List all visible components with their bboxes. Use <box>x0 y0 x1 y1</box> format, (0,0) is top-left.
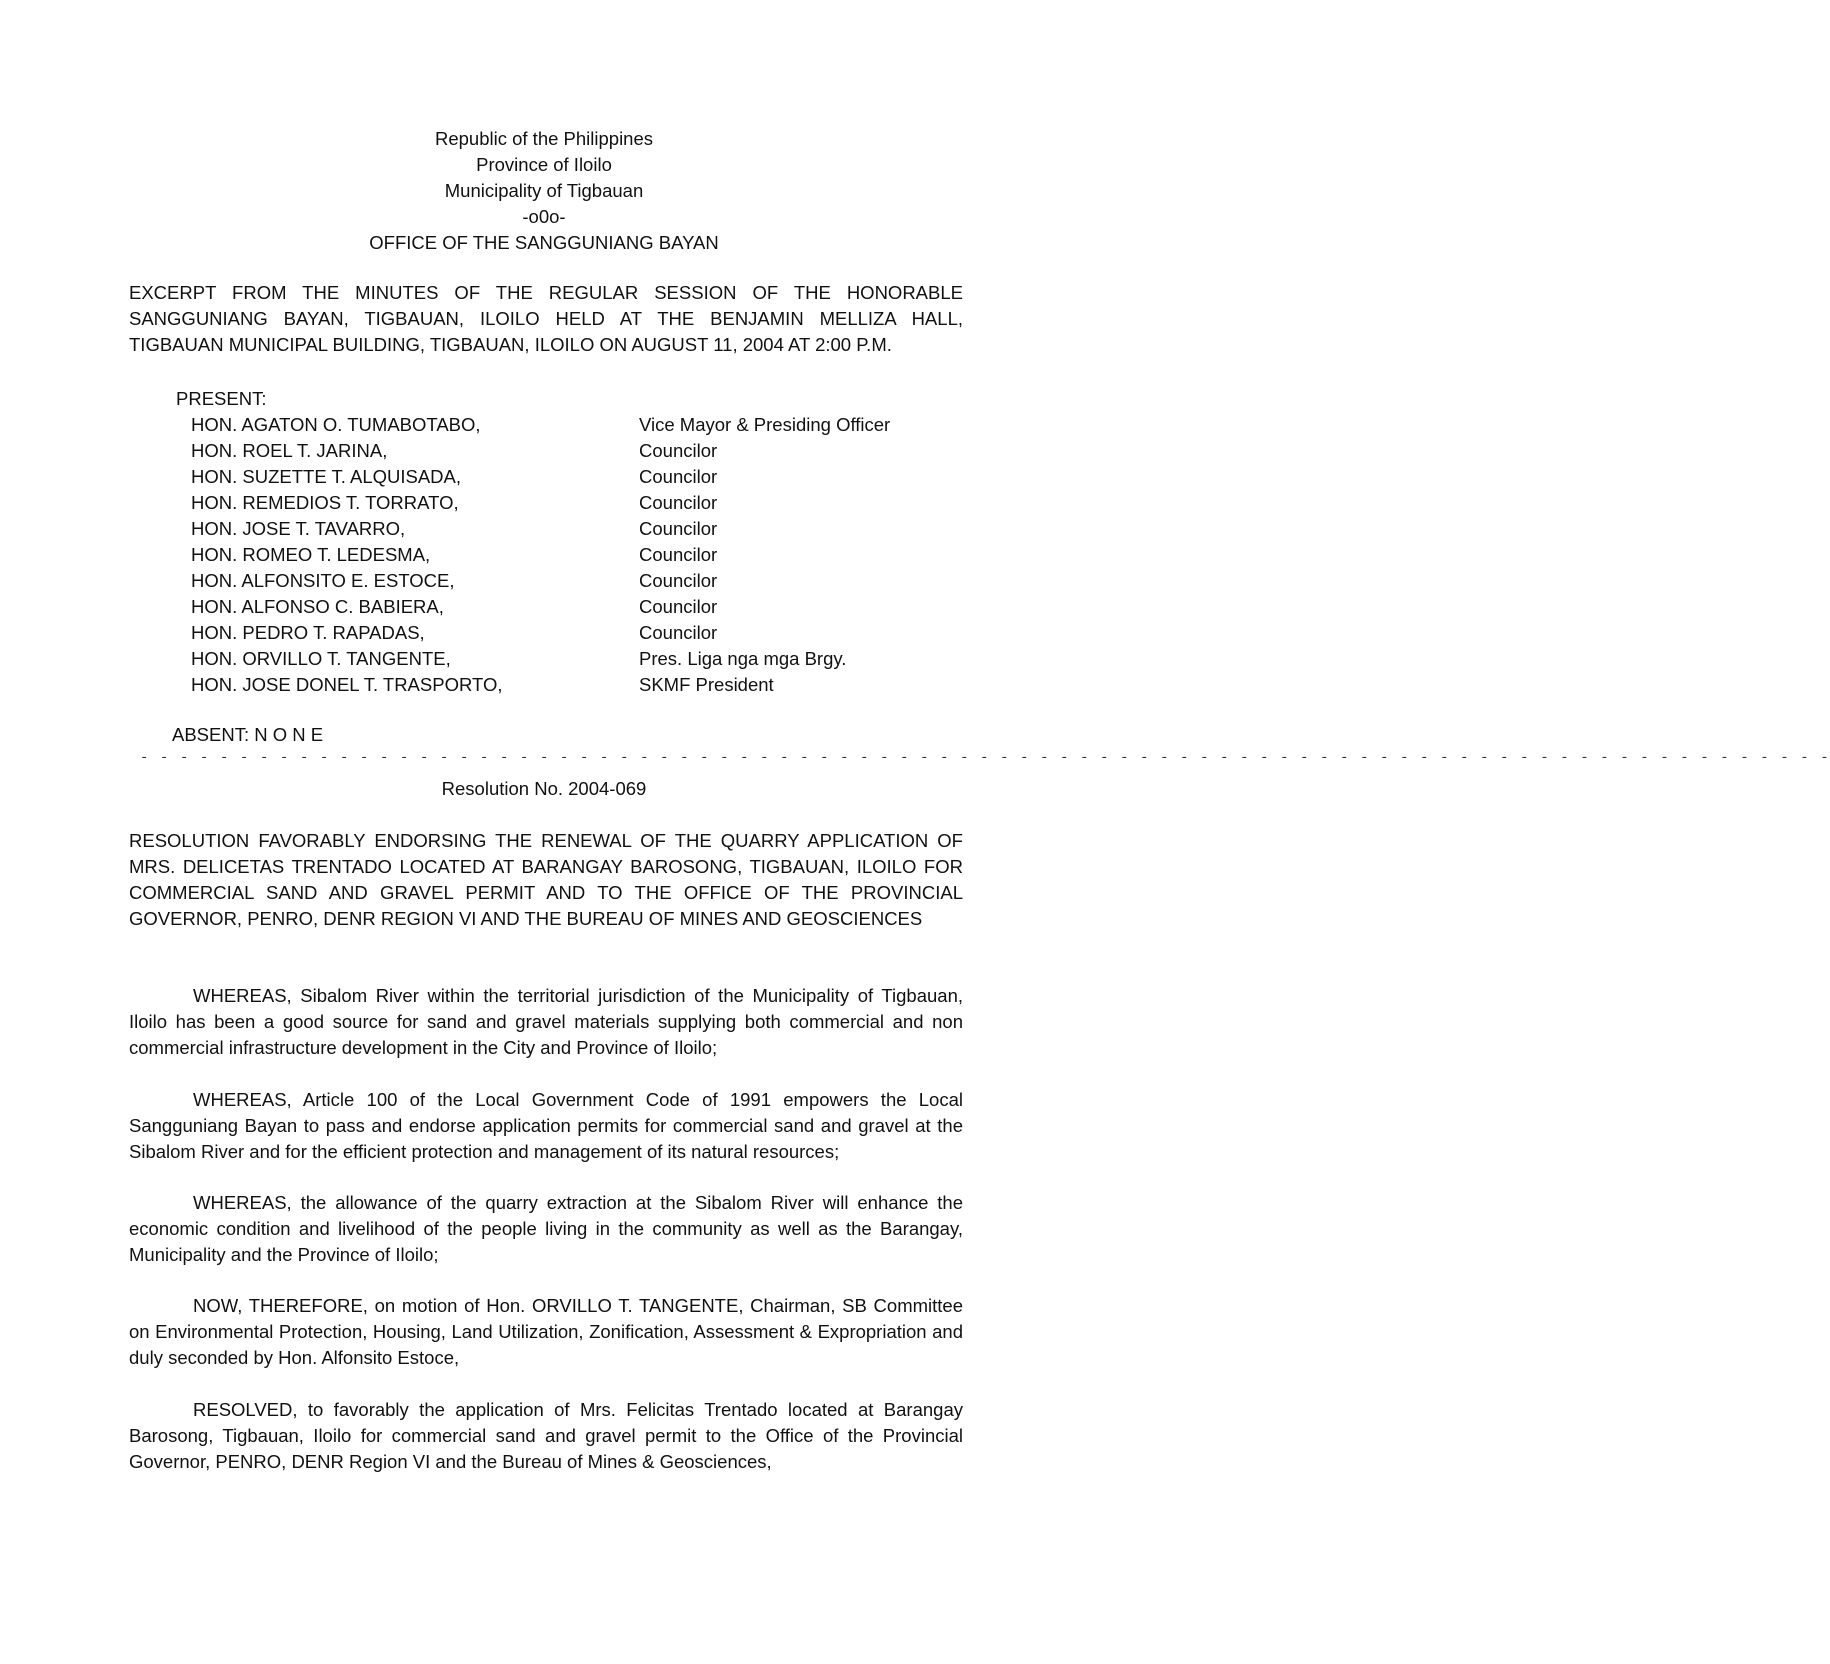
attendee-row <box>191 620 951 646</box>
attendee-name: HON. ORVILLO T. TANGENTE, <box>191 648 451 669</box>
header-office: OFFICE OF THE SANGGUNIANG BAYAN <box>369 232 719 253</box>
attendee-row <box>191 412 951 438</box>
attendee-name: HON. ALFONSO C. BABIERA, <box>191 596 444 617</box>
header-municipality: Municipality of Tigbauan <box>444 180 644 201</box>
whereas-paragraph <box>129 1190 963 1268</box>
attendee-name: HON. ROEL T. JARINA, <box>191 440 388 461</box>
attendee-role: Councilor <box>639 570 718 591</box>
attendee-role: Vice Mayor & Presiding Officer <box>639 414 891 435</box>
attendee-list <box>191 412 951 698</box>
attendee-name: HON. PEDRO T. RAPADAS, <box>191 622 425 643</box>
resolved-paragraph <box>129 1397 963 1475</box>
attendee-row <box>191 672 951 698</box>
attendee-role: SKMF President <box>639 674 774 695</box>
attendee-row <box>191 516 951 542</box>
header-republic: Republic of the Philippines <box>434 128 654 149</box>
now-therefore-paragraph <box>129 1293 963 1371</box>
letterhead <box>0 126 1088 256</box>
attendee-name: HON. AGATON O. TUMABOTABO, <box>191 414 481 435</box>
attendee-row <box>191 464 951 490</box>
attendee-name: HON. ROMEO T. LEDESMA, <box>191 544 431 565</box>
excerpt-paragraph <box>129 280 963 358</box>
attendee-role: Councilor <box>639 518 718 539</box>
resolution-number: Resolution No. 2004-069 <box>441 778 647 799</box>
whereas-text: WHEREAS, Article 100 of the Local Government Code of 1991 empowers the Local Sangguniang Bayan to pass and endorse application permits for commercial sand and gravel at the Sibalom River and for the efficient protection and management of its natural resources; <box>129 1089 963 1162</box>
resolved-text: RESOLVED, to favorably the application of Mrs. Felicitas Trentado located at Barangay Barosong, Tigbauan, Iloilo for commercial sand and gravel permit to the Office of the Provincial Governor, PENRO, DENR Region VI and the Bureau of Mines & Geosciences, <box>129 1399 963 1472</box>
attendee-name: HON. REMEDIOS T. TORRATO, <box>191 492 459 513</box>
attendee-role: Councilor <box>639 466 718 487</box>
whereas-paragraph <box>129 983 963 1061</box>
attendee-role: Councilor <box>639 622 718 643</box>
attendee-role: Councilor <box>639 544 718 565</box>
header-province: Province of Iloilo <box>476 154 612 175</box>
attendee-name: HON. ALFONSITO E. ESTOCE, <box>191 570 455 591</box>
attendee-row <box>191 542 951 568</box>
attendee-row <box>191 646 951 672</box>
attendee-name: HON. JOSE T. TAVARRO, <box>191 518 406 539</box>
absent-line: ABSENT: N O N E <box>172 724 324 745</box>
whereas-text: WHEREAS, the allowance of the quarry extraction at the Sibalom River will enhance the economic condition and livelihood of the people living in the community as well as the Barangay, Municipality and the Province of Iloilo; <box>129 1192 963 1265</box>
resolution-title <box>129 828 963 932</box>
attendee-row <box>191 438 951 464</box>
whereas-paragraph <box>129 1087 963 1165</box>
present-label: PRESENT: <box>176 388 267 409</box>
attendee-row <box>191 490 951 516</box>
attendee-row <box>191 594 951 620</box>
attendee-name: HON. SUZETTE T. ALQUISADA, <box>191 466 462 487</box>
attendee-row <box>191 568 951 594</box>
excerpt-text: EXCERPT FROM THE MINUTES OF THE REGULAR SESSION OF THE HONORABLE SANGGUNIANG BAYAN, TIGBAUAN, ILOILO HELD AT THE BENJAMIN MELLIZA HALL, TIGBAUAN MUNICIPAL BUILDING, TIGBAUAN, ILOILO ON AUGUST 11, 2004 AT 2:00 P.M. <box>129 282 963 355</box>
attendee-role: Councilor <box>639 596 718 617</box>
attendee-name: HON. JOSE DONEL T. TRASPORTO, <box>191 674 503 695</box>
attendee-role: Pres. Liga nga mga Brgy. <box>639 648 847 669</box>
separator-line: - - - - - - - - - - - - - - - - - - - - - - - - - - - - - - - - - - - - - - - - - - - - - - - - - - - - - - - - - - - - - - - - - - - - - - - - - - - - - - - - - - - - - <box>140 750 1830 766</box>
now-therefore-text: NOW, THEREFORE, on motion of Hon. ORVILLO T. TANGENTE, Chairman, SB Committee on Environmental Protection, Housing, Land Utilization, Zonification, Assessment & Expropriation and duly seconded by Hon. Alfonsito Estoce, <box>129 1295 963 1368</box>
whereas-text: WHEREAS, Sibalom River within the territorial jurisdiction of the Municipality of Tigbauan, Iloilo has been a good source for sand and gravel materials supplying both commercial and non commercial infrastructure development in the City and Province of Iloilo; <box>129 985 963 1058</box>
resolution-title-text: RESOLUTION FAVORABLY ENDORSING THE RENEWAL OF THE QUARRY APPLICATION OF MRS. DELICETAS TRENTADO LOCATED AT BARANGAY BAROSONG, TIGBAUAN, ILOILO FOR COMMERCIAL SAND AND GRAVEL PERMIT AND TO THE OFFICE OF THE PROVINCIAL GOVERNOR, PENRO, DENR REGION VI AND THE BUREAU OF MINES AND GEOSCIENCES <box>129 830 963 929</box>
header-ornament: -o0o- <box>522 206 566 227</box>
attendee-role: Councilor <box>639 492 718 513</box>
attendee-role: Councilor <box>639 440 718 461</box>
